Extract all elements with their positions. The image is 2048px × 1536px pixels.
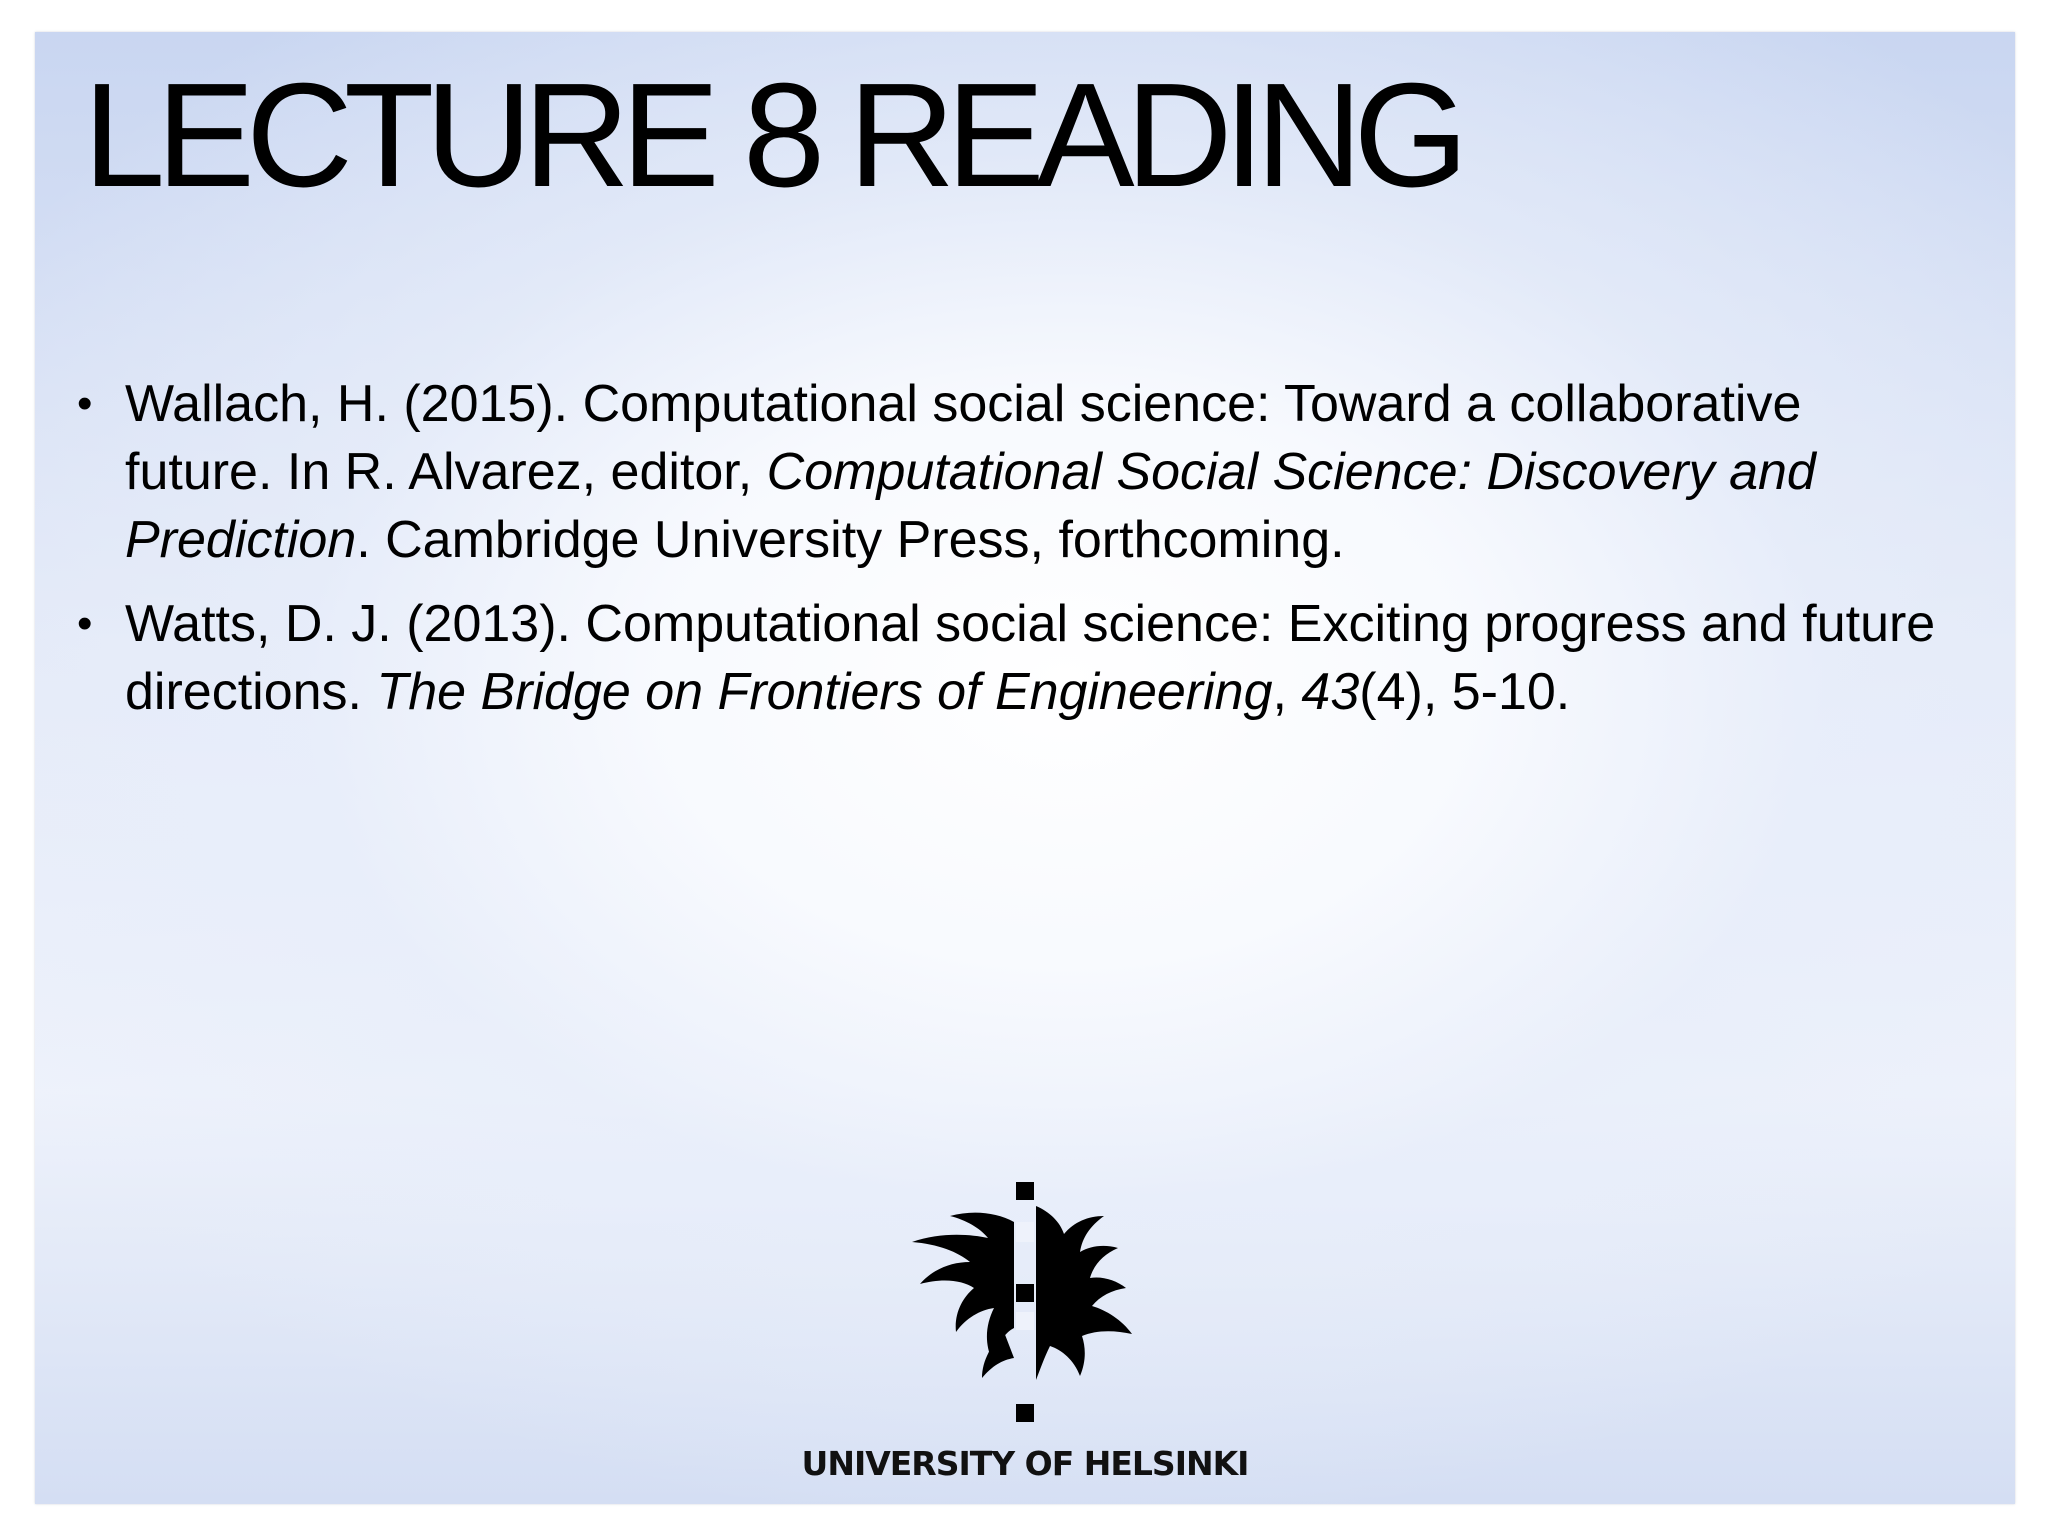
reference-item-wallach <box>35 370 1975 574</box>
reference-separator: , <box>1272 663 1302 721</box>
slide-title: LECTURE 8 READING <box>83 53 1460 218</box>
reference-issue-pages: (4), 5-10. <box>1359 663 1571 721</box>
reference-author-text: Wallach, H. (2015). Computational social science: Toward a collaborative future. In R. Alvarez, editor, <box>125 375 1802 501</box>
reference-item-watts <box>35 590 1975 726</box>
university-logo <box>800 1182 1250 1502</box>
bullet-icon: • <box>77 599 93 648</box>
reference-list <box>35 370 1975 742</box>
university-of-helsinki-flame-icon <box>910 1182 1140 1422</box>
university-name: UNIVERSITY OF HELSINKI <box>801 1444 1249 1483</box>
reference-volume: 43 <box>1301 663 1360 721</box>
bullet-icon: • <box>77 379 93 428</box>
reference-book-title: Computational Social Science: Discovery and Prediction <box>125 443 1816 569</box>
reference-author-text: Watts, D. J. (2013). Computational social science: Exciting progress and future directions. <box>125 595 1936 721</box>
reference-publisher-text: . Cambridge University Press, forthcoming. <box>356 511 1345 569</box>
slide <box>35 32 2015 1504</box>
reference-journal-title: The Bridge on Frontiers of Engineering <box>376 663 1273 721</box>
